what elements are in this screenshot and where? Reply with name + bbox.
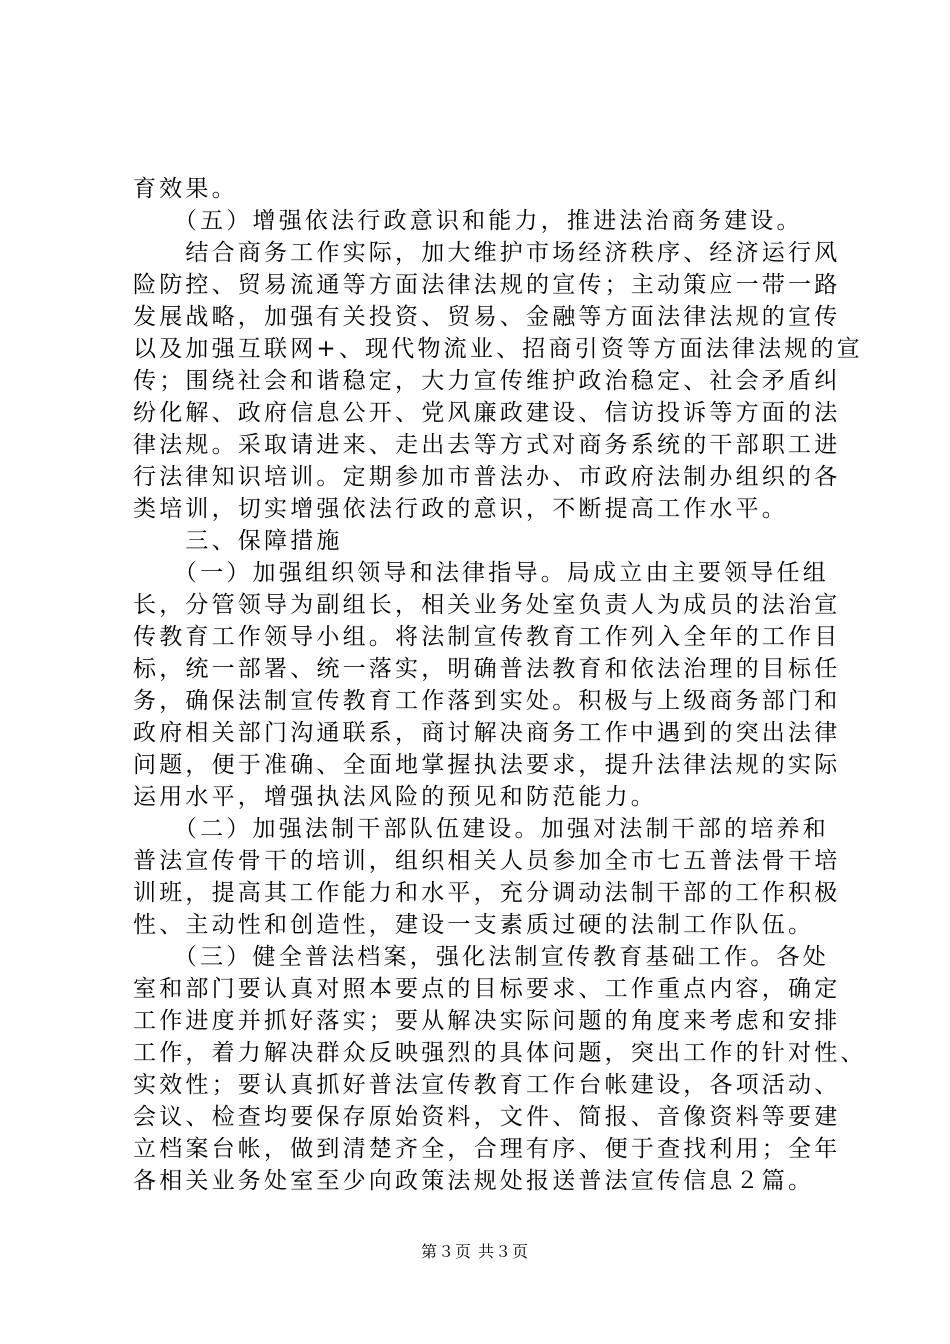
text-line: 实效性；要认真抓好普法宣传教育工作台帐建设，各项活动、	[133, 1072, 841, 1098]
text-line: 传；围绕社会和谐稳定，大力宣传维护政治稳定、社会矛盾纠	[133, 368, 841, 394]
text-line: 政府相关部门沟通联系，商讨解决商务工作中遇到的突出法律	[133, 720, 841, 746]
text-line: 各相关业务处室至少向政策法规处报送普法宣传信息２篇。	[133, 1168, 815, 1194]
text-line: 结合商务工作实际，加大维护市场经济秩序、经济运行风	[133, 240, 841, 266]
text-line: 行法律知识培训。定期参加市普法办、市政府法制办组织的各	[133, 464, 841, 490]
text-line: （二）加强法制干部队伍建设。加强对法制干部的培养和	[133, 816, 829, 842]
text-line: 标，统一部署、统一落实，明确普法教育和依法治理的目标任	[133, 656, 841, 682]
text-line: 长，分管领导为副组长，相关业务处室负责人为成员的法治宣	[133, 592, 841, 618]
text-line: 会议、检查均要保存原始资料，文件、简报、音像资料等要建	[133, 1104, 841, 1130]
text-line: （三）健全普法档案，强化法制宣传教育基础工作。各处	[133, 944, 829, 970]
text-line: 运用水平，增强执法风险的预见和防范能力。	[133, 784, 657, 810]
page-footer: 第３页 共３页	[420, 1242, 530, 1261]
text-line: 类培训，切实增强依法行政的意识，不断提高工作水平。	[133, 496, 788, 522]
document-body	[133, 173, 867, 1197]
text-line: 工作，着力解决群众反映强烈的具体问题，突出工作的针对性、	[133, 1040, 867, 1066]
text-line: 室和部门要认真对照本要点的目标要求、工作重点内容，确定	[133, 976, 841, 1002]
text-line: （五）增强依法行政意识和能力，推进法治商务建设。	[133, 208, 803, 234]
text-line: 立档案台帐，做到清楚齐全，合理有序、便于查找利用；全年	[133, 1136, 841, 1162]
text-line: 发展战略，加强有关投资、贸易、金融等方面法律法规的宣传	[133, 304, 841, 330]
text-line: 传教育工作领导小组。将法制宣传教育工作列入全年的工作目	[133, 624, 841, 650]
text-line: 问题，便于准确、全面地掌握执法要求，提升法律法规的实际	[133, 752, 841, 778]
text-line: 普法宣传骨干的培训，组织相关人员参加全市七五普法骨干培	[133, 848, 841, 874]
text-line: 以及加强互联网+、现代物流业、招商引资等方面法律法规的宣	[133, 336, 863, 362]
text-line: 育效果。	[133, 176, 238, 202]
text-line: 训班，提高其工作能力和水平，充分调动法制干部的工作积极	[133, 880, 841, 906]
text-line: 工作进度并抓好落实；要从解决实际问题的角度来考虑和安排	[133, 1008, 841, 1034]
text-line: 律法规。采取请进来、走出去等方式对商务系统的干部职工进	[133, 432, 841, 458]
text-line: 务，确保法制宣传教育工作落到实处。积极与上级商务部门和	[133, 688, 841, 714]
text-line: 性、主动性和创造性，建设一支素质过硬的法制工作队伍。	[133, 912, 815, 938]
text-line: 险防控、贸易流通等方面法律法规的宣传；主动策应一带一路	[133, 272, 841, 298]
text-line: 纷化解、政府信息公开、党风廉政建设、信访投诉等方面的法	[133, 400, 841, 426]
text-line: 三、保障措施	[133, 528, 343, 554]
text-line: （一）加强组织领导和法律指导。局成立由主要领导任组	[133, 560, 829, 586]
